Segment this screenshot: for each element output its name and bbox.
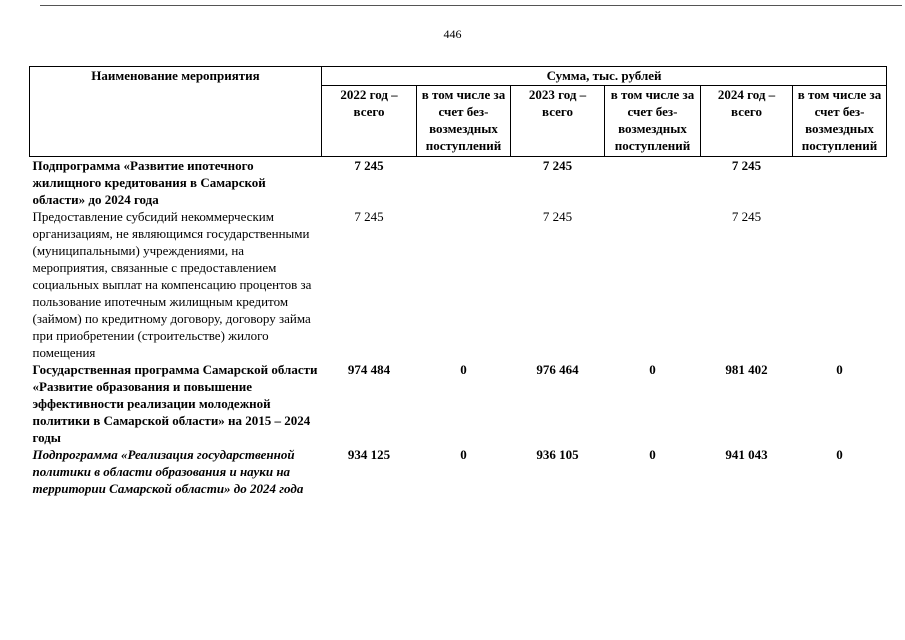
row-2022-grants [417,157,511,209]
row-2023-total: 7 245 [542,209,573,224]
row-2022-total: 934 125 [347,447,391,462]
row-2023-grants [605,157,701,209]
header-2024-total: 2024 год – всего [701,86,793,157]
row-name: Подпрограмма «Развитие ипотечного жилищного кредитования в Самарской области» до 2024 года [32,158,266,207]
row-2022-grants [417,208,511,361]
row-2022-total: 974 484 [347,362,391,377]
top-rule-line [40,5,902,6]
row-2023-total: 7 245 [542,158,573,173]
row-2024-grants: 0 [836,447,843,462]
row-2023-grants: 0 [649,447,656,462]
header-2022-total: 2022 год – всего [322,86,417,157]
table-row [30,361,887,446]
header-2024-grants: в том числе за счет без-возмездных поступлений [793,86,887,157]
row-2022-total: 7 245 [354,158,384,173]
page-number: 446 [443,27,462,41]
row-2024-grants [793,157,887,209]
header-2023-grants: в том числе за счет без-возмездных поступлений [605,86,701,157]
row-2024-total: 941 043 [725,447,768,462]
row-2023-total: 936 105 [536,447,579,462]
row-2024-grants: 0 [836,362,843,377]
row-2022-grants: 0 [460,362,467,377]
row-2023-grants: 0 [649,362,656,377]
row-2023-total: 976 464 [536,362,579,377]
row-name: Предоставление субсидий некоммерческим организациям, не являющимся государственными (муниципальными) учреждениями, на мероприятия, связанные с предоставлением социальных выплат на компенсацию процентов за пользование ипотечным жилищным кредитом (займом) по кредитному договору, договору займа при приобретении (строительстве) жилого помещения [32,209,312,360]
row-2024-total: 7 245 [731,158,762,173]
row-name: Государственная программа Самарской области «Развитие образования и повышение эффективности реализации молодежной политики в Самарской области» на 2015 – 2024 годы [32,362,318,445]
row-2022-grants: 0 [460,447,467,462]
table-row [30,446,887,497]
row-name: Подпрограмма «Реализация государственной политики в области образования и науки на территории Самарской области» до 2024 года [32,447,304,496]
row-2024-total: 7 245 [731,209,762,224]
header-2022-grants: в том числе за счет без-возмездных поступлений [417,86,511,157]
header-name-col: Наименование мероприятия [30,67,322,157]
header-row-sum [30,67,887,86]
row-2022-total: 7 245 [354,209,384,224]
header-2023-total: 2023 год – всего [511,86,605,157]
row-2023-grants [605,208,701,361]
table-row [30,157,887,209]
header-sum-title: Сумма, тыс. рублей [322,67,887,86]
table-row [30,208,887,361]
budget-table [29,66,887,497]
row-2024-total: 981 402 [725,362,768,377]
row-2024-grants [793,208,887,361]
